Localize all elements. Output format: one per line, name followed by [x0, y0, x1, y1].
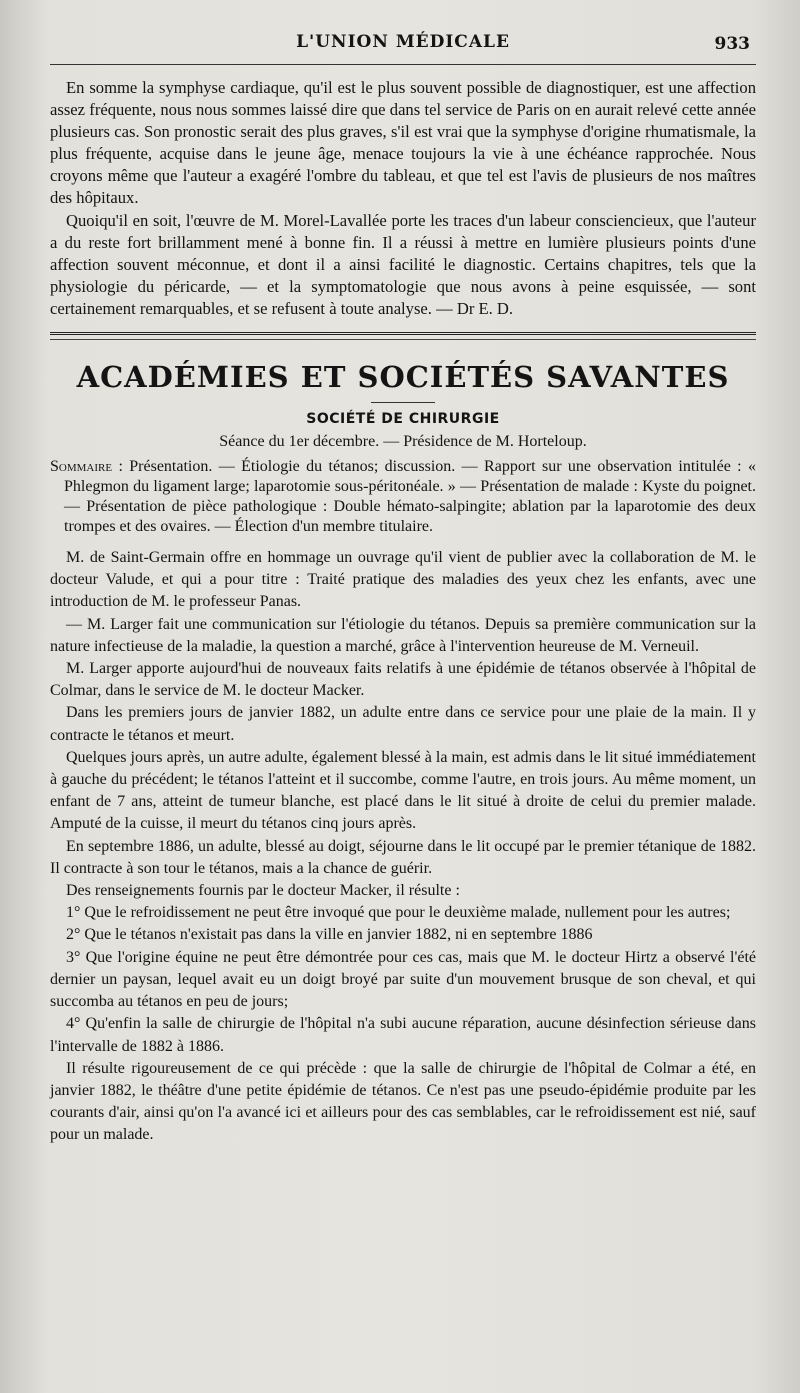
summary: [50, 457, 756, 537]
session-line: Séance du 1er décembre. — Présidence de M. Horteloup.: [219, 433, 587, 451]
title-rule: [371, 402, 435, 403]
society-heading: SOCIÉTÉ DE CHIRURGIE: [306, 411, 500, 428]
paragraph: Des renseignements fournis par le docteur Macker, il résulte :: [66, 882, 460, 900]
paragraph: 2° Que le tétanos n'existait pas dans la ville en janvier 1882, ni en septembre 1886: [66, 926, 593, 944]
paragraph: Quoiqu'il en soit, l'œuvre de M. Morel-Lavallée porte les traces d'un labeur consciencieux, que l'auteur a du reste fort brillamment mené à bonne fin. Il a réussi à mettre en lumière plusieurs points d'une affection souvent méconnue, et dont il a ainsi facilité le diagnostic. Certains chapitres, tels que la physiologie du péricarde, — et la symptomatologie que nous avons à peine esquissée, — sont certainement remarquables, et se refusent à toute analyse. — Dr E. D.: [50, 210, 756, 318]
paragraph: M. Larger apporte aujourd'hui de nouveaux faits relatifs à une épidémie de tétanos observée à l'hôpital de Colmar, dans le service de M. le docteur Macker.: [50, 660, 756, 700]
paragraph: Quelques jours après, un autre adulte, également blessé à la main, est admis dans le lit situé immédiatement à gauche du précédent; le tétanos l'atteint et il succombe, comme l'autre, en trois jours. Au même moment, un enfant de 7 ans, atteint de tumeur blanche, est placé dans le lit situé à droite de celui du premier malade. Amputé de la cuisse, il meurt du tétanos cinq jours après.: [50, 748, 756, 833]
summary-label: Sommaire :: [50, 458, 123, 476]
session-report: [50, 547, 756, 1146]
paragraph: — M. Larger fait une communication sur l'étiologie du tétanos. Depuis sa première communication sur la nature infectieuse de la maladie, la question a marché, grâce à l'intervention heureuse de M. Verneuil.: [50, 615, 756, 655]
paragraph: Il résulte rigoureusement de ce qui précède : que la salle de chirurgie de l'hôpital de Colmar a été, en janvier 1882, le théâtre d'une petite épidémie de tétanos. Ce n'est pas une pseudo-épidémie produite par les courants d'air, ainsi qu'on l'a avancé ici et ailleurs pour des cas semblables, car le refroidissement est nié, sauf pour un malade.: [50, 1059, 756, 1144]
section-divider: [50, 332, 756, 340]
summary-text: Présentation. — Étiologie du tétanos; discussion. — Rapport sur une observation intitulée : « Phlegmon du ligament large; laparotomie sous-péritonéale. » — Présentation de malade : Kyste du poignet. — Présentation de pièce pathologique : Double hémato-salpingite; ablation par la laparotomie des deux trompes et des ovaires. — Élection d'un membre titulaire.: [64, 458, 757, 536]
page-number: 933: [714, 34, 750, 54]
paragraph: M. de Saint-Germain offre en hommage un ouvrage qu'il vient de publier avec la collaboration de M. le docteur Valude, et qui a pour titre : Traité pratique des maladies des yeux chez les enfants, avec une introduction de M. le professeur Panas.: [50, 549, 756, 611]
running-header: [50, 28, 756, 56]
paragraph: 4° Qu'enfin la salle de chirurgie de l'hôpital n'a subi aucune réparation, aucune désinfection sérieuse dans l'intervalle de 1882 à 1886.: [50, 1015, 756, 1055]
section-title: ACADÉMIES ET SOCIÉTÉS SAVANTES: [76, 360, 730, 395]
journal-title: L'UNION MÉDICALE: [296, 32, 510, 52]
paragraph: 3° Que l'origine équine ne peut être démontrée pour ces cas, mais que M. le docteur Hirtz a observé l'été dernier un paysan, lequel avait eu un doigt broyé par suite d'un mouvement brusque de son cheval, et qui succomba au tétanos en peu de jours;: [50, 948, 756, 1011]
book-review-conclusion: [50, 77, 756, 320]
paragraph: 1° Que le refroidissement ne peut être invoqué que pour le deuxième malade, nullement pour les autres;: [66, 904, 731, 922]
paragraph: En septembre 1886, un adulte, blessé au doigt, séjourne dans le lit occupé par le premier tétanique de 1882. Il contracte à son tour le tétanos, mais a la chance de guérir.: [50, 837, 756, 877]
paragraph: En somme la symphyse cardiaque, qu'il est le plus souvent possible de diagnostiquer, est une affection assez fréquente, nous nous sommes laissé dire que dans tel service de Paris on en aurait relevé cette année plusieurs cas. Son pronostic serait des plus graves, s'il est vrai que la symphyse d'origine rhumatismale, la plus fréquente, acquise dans le jeune âge, menace toujours la vie à une échéance rapprochée. Nous croyons même que l'auteur a exagéré l'ombre du tableau, et que tel est l'avis de plusieurs de nos maîtres des hôpitaux.: [50, 78, 756, 208]
header-rule: [50, 64, 756, 65]
paragraph: Dans les premiers jours de janvier 1882, un adulte entre dans ce service pour une plaie de la main. Il y contracte le tétanos et meurt.: [50, 704, 756, 744]
